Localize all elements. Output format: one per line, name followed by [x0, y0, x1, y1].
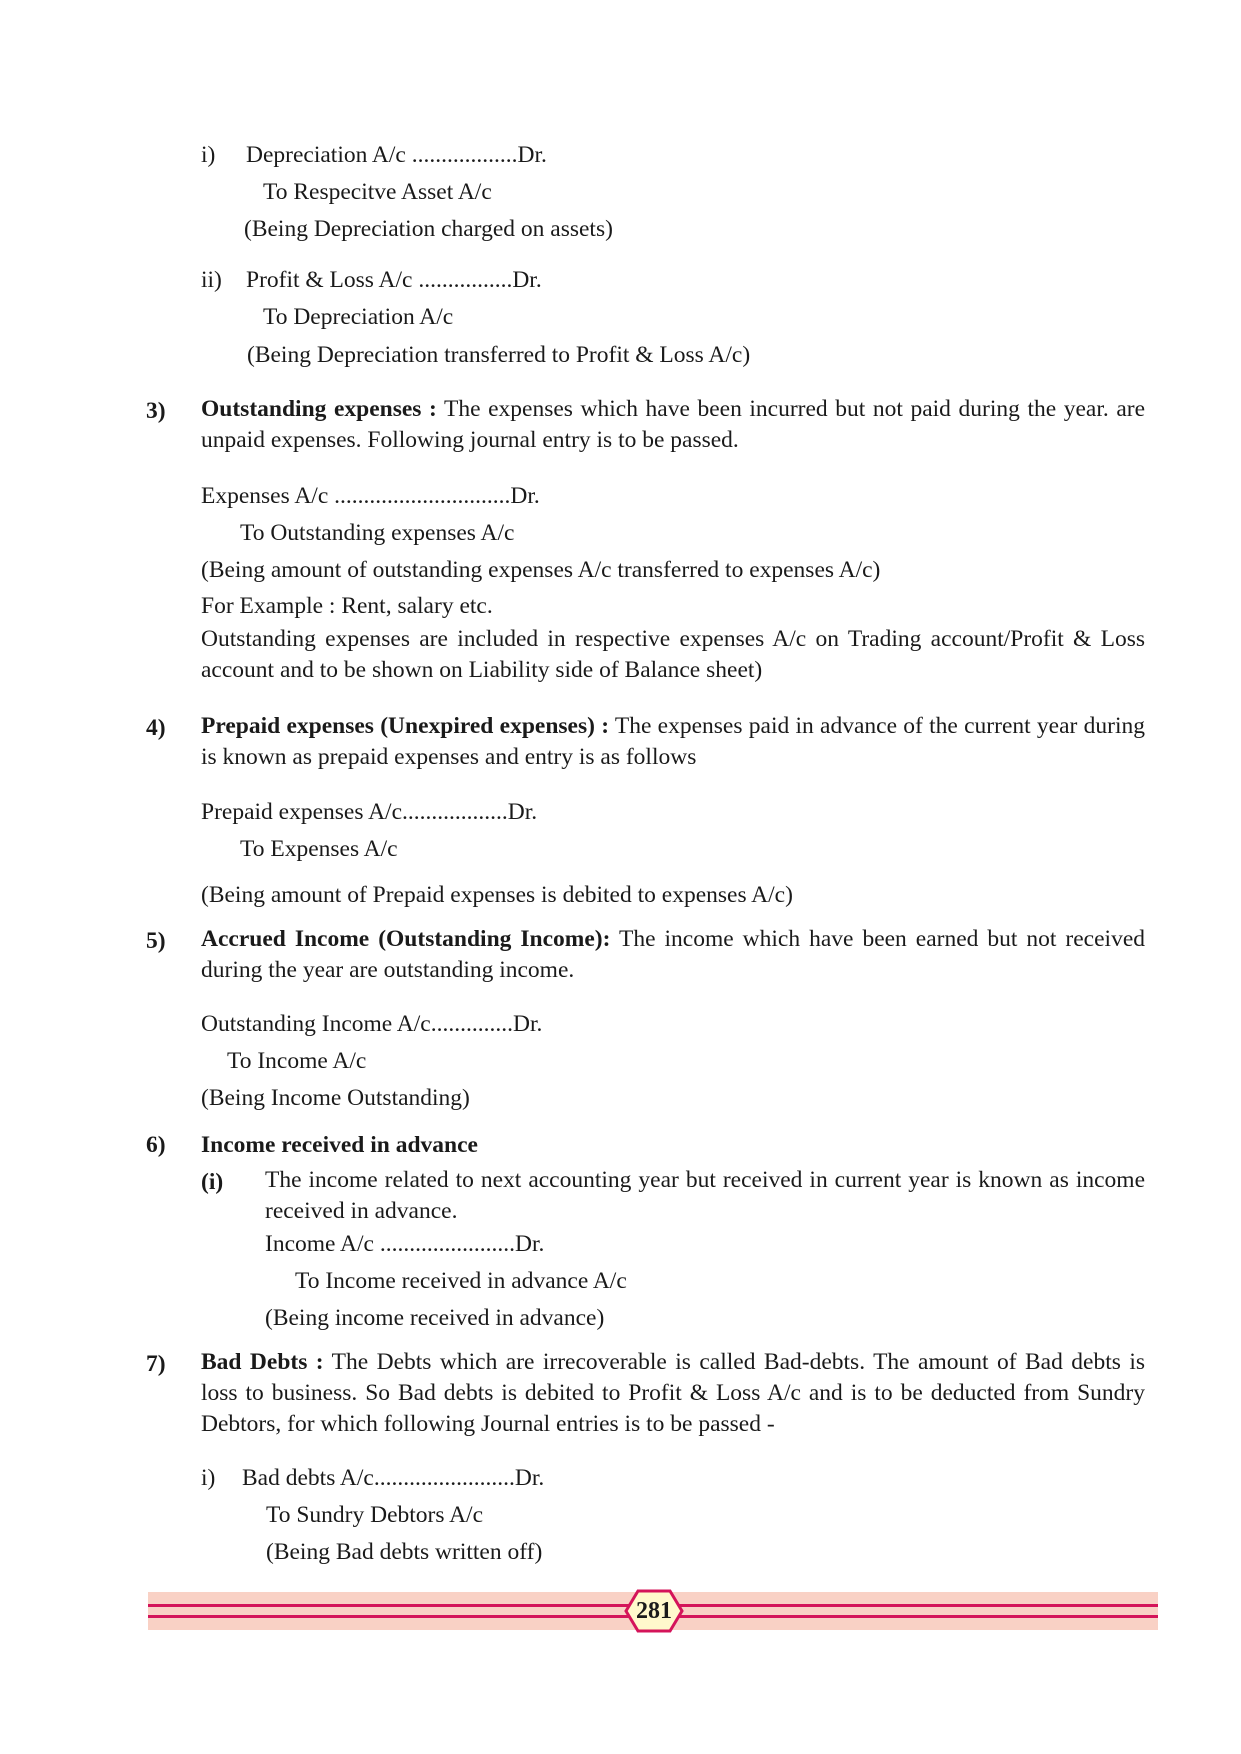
section-4-paragraph: [201, 711, 1145, 773]
section-3-number: 3): [146, 398, 166, 424]
entry-ii-label: ii): [201, 267, 222, 293]
section-7-paragraph: [201, 1347, 1145, 1440]
section-3-paragraph: [201, 394, 1145, 456]
section-4-text: The expenses paid in advance of the current year during is known as prepaid expenses and entry is as follows: [201, 713, 1145, 770]
entry-i-label: i): [201, 142, 216, 168]
section-4-entry-dr: Prepaid expenses A/c..................Dr.: [201, 799, 538, 825]
section-4-entry-to: To Expenses A/c: [240, 836, 398, 862]
section-6-sub-label: (i): [201, 1169, 224, 1195]
section-7-title: Bad Debts :: [201, 1349, 324, 1375]
section-6-entry-dr: Income A/c .......................Dr.: [265, 1231, 545, 1257]
section-3-title: Outstanding expenses :: [201, 396, 437, 422]
section-6-text: The income related to next accounting year but received in current year is known as income received in advance.: [265, 1167, 1145, 1224]
section-7-entry-to: To Sundry Debtors A/c: [266, 1502, 484, 1528]
section-7-narration: (Being Bad debts written off): [266, 1539, 543, 1565]
section-3-note: Outstanding expenses are included in respective expenses A/c on Trading account/Profit & Loss account and to be shown on Liability side of Balance sheet): [201, 626, 1145, 683]
section-5-number: 5): [146, 928, 166, 954]
entry-narration-1: (Being Depreciation charged on assets): [244, 216, 613, 242]
section-6-title: Income received in advance: [201, 1132, 478, 1158]
entry-to-asset: To Respecitve Asset A/c: [263, 179, 492, 205]
entry-pl-dr: Profit & Loss A/c ................Dr.: [246, 267, 542, 293]
section-4-narration: (Being amount of Prepaid expenses is debited to expenses A/c): [201, 882, 793, 908]
section-5-paragraph: [201, 924, 1145, 986]
section-5-narration: (Being Income Outstanding): [201, 1085, 470, 1111]
section-5-title: Accrued Income (Outstanding Income):: [201, 926, 611, 952]
entry-to-depreciation: To Depreciation A/c: [263, 304, 454, 330]
page-number-badge: [622, 1587, 686, 1635]
section-7-entry-dr: Bad debts A/c........................Dr.: [242, 1465, 545, 1491]
section-3-entry-dr: Expenses A/c ..............................Dr.: [201, 483, 540, 509]
entry-depreciation-dr: Depreciation A/c ..................Dr.: [246, 142, 547, 168]
section-5-entry-dr: Outstanding Income A/c..............Dr.: [201, 1011, 543, 1037]
page-footer: [148, 1592, 1158, 1630]
section-5-entry-to: To Income A/c: [227, 1048, 367, 1074]
section-7-sub-label: i): [201, 1465, 216, 1491]
section-6-narration: (Being income received in advance): [265, 1305, 605, 1331]
section-3-text: The expenses which have been incurred but not paid during the year. are unpaid expenses. Following journal entry is to be passed.: [201, 396, 1146, 453]
section-3-narration: (Being amount of outstanding expenses A/c transferred to expenses A/c): [201, 557, 881, 583]
section-3-entry-to: To Outstanding expenses A/c: [240, 520, 515, 546]
page-number: 281: [636, 1598, 672, 1624]
section-6-number: 6): [146, 1132, 166, 1158]
section-7-number: 7): [146, 1351, 166, 1377]
section-6-entry-to: To Income received in advance A/c: [295, 1268, 627, 1294]
section-5-text: The income which have been earned but not received during the year are outstanding income.: [201, 926, 1145, 983]
entry-narration-2: (Being Depreciation transferred to Profit & Loss A/c): [247, 342, 751, 368]
section-4-title: Prepaid expenses (Unexpired expenses) :: [201, 713, 610, 739]
section-3-example: For Example : Rent, salary etc.: [201, 593, 493, 619]
section-4-number: 4): [146, 715, 166, 741]
section-7-text: The Debts which are irrecoverable is called Bad-debts. The amount of Bad debts is loss to business. So Bad debts is debited to Profit & Loss A/c and is to be deducted from Sundry Debtors, for which following Journal entries is to be passed -: [201, 1349, 1145, 1437]
